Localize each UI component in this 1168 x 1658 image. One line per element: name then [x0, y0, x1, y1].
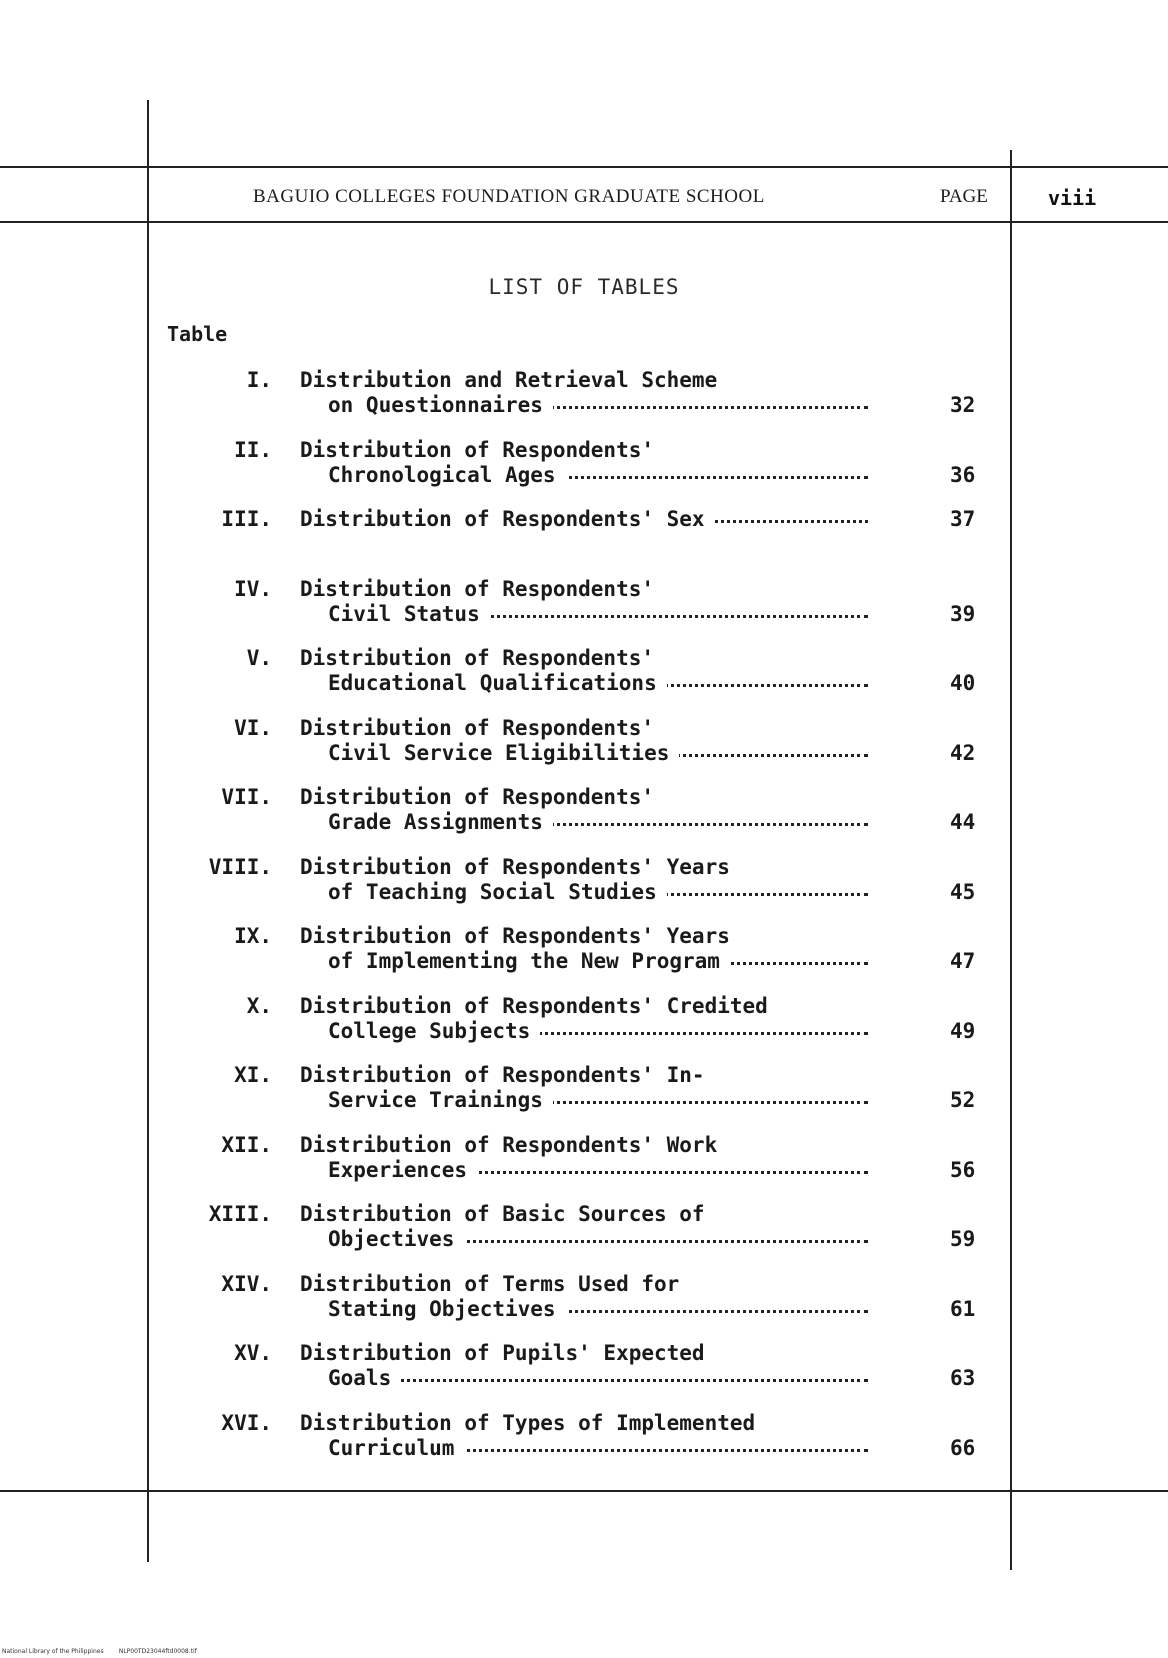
- list-item: [0, 1272, 1168, 1342]
- table-title-line2-text: Service Trainings: [328, 1088, 553, 1112]
- table-title-line2: [328, 1366, 868, 1390]
- list-item: [0, 785, 1168, 855]
- table-page-number: 59: [950, 1227, 976, 1251]
- table-numeral: XIV.: [221, 1271, 272, 1296]
- table-title-line2: [328, 741, 868, 765]
- table-page-number: 37: [950, 507, 976, 531]
- table-title-line2: [328, 1088, 868, 1112]
- footer-library: National Library of the Philippines: [2, 1648, 104, 1655]
- footer-caption: [2, 1648, 197, 1655]
- table-title-line2-text: Stating Objectives: [328, 1297, 566, 1321]
- table-numeral: IV.: [234, 576, 272, 601]
- table-title-line2: [328, 1158, 868, 1182]
- table-title-line2: [328, 671, 868, 695]
- table-title-line2-text: Experiences: [328, 1158, 477, 1182]
- list-item: [0, 1063, 1168, 1133]
- table-column-label: Table: [167, 322, 228, 346]
- list-item: [0, 438, 1168, 508]
- table-title-line2-text: on Questionnaires: [328, 393, 553, 417]
- table-page-number: 42: [950, 740, 976, 765]
- table-title-line2: [328, 463, 868, 487]
- table-numeral: XIII.: [208, 1202, 272, 1226]
- table-numeral: XVI.: [221, 1410, 272, 1435]
- header-top-rule: [0, 166, 1168, 168]
- table-title-line1: Distribution of Respondents': [300, 576, 655, 601]
- table-numeral: V.: [246, 646, 272, 670]
- table-page-number: 36: [950, 462, 976, 487]
- table-numeral: IX.: [234, 924, 272, 948]
- table-title-line2-text: Educational Qualifications: [328, 671, 667, 695]
- page-title: LIST OF TABLES: [488, 275, 680, 299]
- leader-dots: [328, 1379, 868, 1382]
- table-title-line2-text: College Subjects: [328, 1019, 540, 1043]
- list-item: [0, 716, 1168, 786]
- page-label: PAGE: [940, 186, 988, 207]
- table-title-line1: Distribution of Respondents': [300, 646, 655, 670]
- table-page-number: 44: [950, 810, 976, 834]
- table-page-number: 39: [950, 601, 976, 626]
- table-title-line1: Distribution of Respondents': [300, 715, 655, 740]
- list-item: [0, 368, 1168, 438]
- list-item: [0, 1133, 1168, 1203]
- table-numeral: XII.: [221, 1132, 272, 1157]
- table-title-line2-text: Goals: [328, 1366, 401, 1390]
- table-title-line2: [328, 880, 868, 904]
- table-title-line1: Distribution of Respondents' Years: [300, 854, 730, 879]
- table-page-number: 49: [950, 1018, 976, 1043]
- list-item: [0, 924, 1168, 994]
- table-title-line2: [328, 1227, 868, 1251]
- list-item: [0, 855, 1168, 925]
- table-numeral: VIII.: [208, 854, 272, 879]
- table-numeral: X.: [246, 993, 272, 1018]
- footer-rule: [0, 1490, 1168, 1492]
- table-title-line1-text: Distribution of Respondents' Sex: [300, 507, 715, 531]
- table-title-line1: Distribution of Respondents': [300, 437, 655, 462]
- table-title-line2: [328, 1436, 868, 1460]
- table-numeral: III.: [221, 507, 272, 531]
- table-page-number: 47: [950, 949, 976, 973]
- list-item: [0, 646, 1168, 716]
- table-page-number: 40: [950, 671, 976, 695]
- table-page-number: 32: [950, 393, 976, 417]
- table-title-line2: [328, 1019, 868, 1043]
- table-title-line1: Distribution of Terms Used for: [300, 1271, 680, 1296]
- list-item: [0, 577, 1168, 647]
- header-bottom-rule: [0, 221, 1168, 223]
- table-numeral: I.: [246, 368, 272, 392]
- table-title-line2: [328, 949, 868, 973]
- table-numeral: VII.: [221, 785, 272, 809]
- table-title-line2: [328, 1297, 868, 1321]
- table-title-line2-text: Grade Assignments: [328, 810, 553, 834]
- page-number: viii: [1048, 186, 1097, 210]
- list-item: [0, 994, 1168, 1064]
- table-title-line2-text: of Implementing the New Program: [328, 949, 730, 973]
- table-title-line1: Distribution of Respondents' In-: [300, 1063, 705, 1087]
- table-title-line2: [328, 602, 868, 626]
- table-page-number: 52: [950, 1088, 976, 1112]
- table-page-number: 56: [950, 1157, 976, 1182]
- table-page-number: 61: [950, 1296, 976, 1321]
- list-item: [0, 1202, 1168, 1272]
- table-numeral: XI.: [234, 1063, 272, 1087]
- table-title-line1: [300, 507, 868, 531]
- table-title-line2-text: Civil Status: [328, 602, 490, 626]
- table-title-line1: Distribution of Basic Sources of: [300, 1202, 705, 1226]
- table-title-line2-text: Curriculum: [328, 1436, 464, 1460]
- institution-header: BAGUIO COLLEGES FOUNDATION GRADUATE SCHOOL: [253, 186, 765, 207]
- table-title-line1: Distribution and Retrieval Scheme: [300, 368, 718, 392]
- table-page-number: 66: [950, 1435, 976, 1460]
- table-numeral: VI.: [234, 715, 272, 740]
- table-page-number: 45: [950, 879, 976, 904]
- table-title-line1: Distribution of Respondents' Credited: [300, 993, 768, 1018]
- table-title-line1: Distribution of Pupils' Expected: [300, 1341, 705, 1365]
- table-numeral: XV.: [234, 1341, 272, 1365]
- table-title-line2: [328, 393, 868, 417]
- table-list: [0, 368, 1168, 1480]
- table-title-line2-text: of Teaching Social Studies: [328, 880, 667, 904]
- table-title-line1: Distribution of Respondents' Years: [300, 924, 730, 948]
- list-item: [0, 507, 1168, 577]
- table-numeral: II.: [234, 437, 272, 462]
- list-item: [0, 1341, 1168, 1411]
- list-item: [0, 1411, 1168, 1481]
- table-title-line1: Distribution of Types of Implemented: [300, 1410, 756, 1435]
- table-title-line1: Distribution of Respondents': [300, 785, 655, 809]
- table-title-line2: [328, 810, 868, 834]
- table-title-line2-text: Objectives: [328, 1227, 464, 1251]
- table-page-number: 63: [950, 1366, 976, 1390]
- table-title-line1: Distribution of Respondents' Work: [300, 1132, 718, 1157]
- table-title-line2-text: Chronological Ages: [328, 463, 566, 487]
- footer-file: NLP00TD23044ftd0008.tif: [118, 1648, 197, 1655]
- table-title-line2-text: Civil Service Eligibilities: [328, 741, 679, 765]
